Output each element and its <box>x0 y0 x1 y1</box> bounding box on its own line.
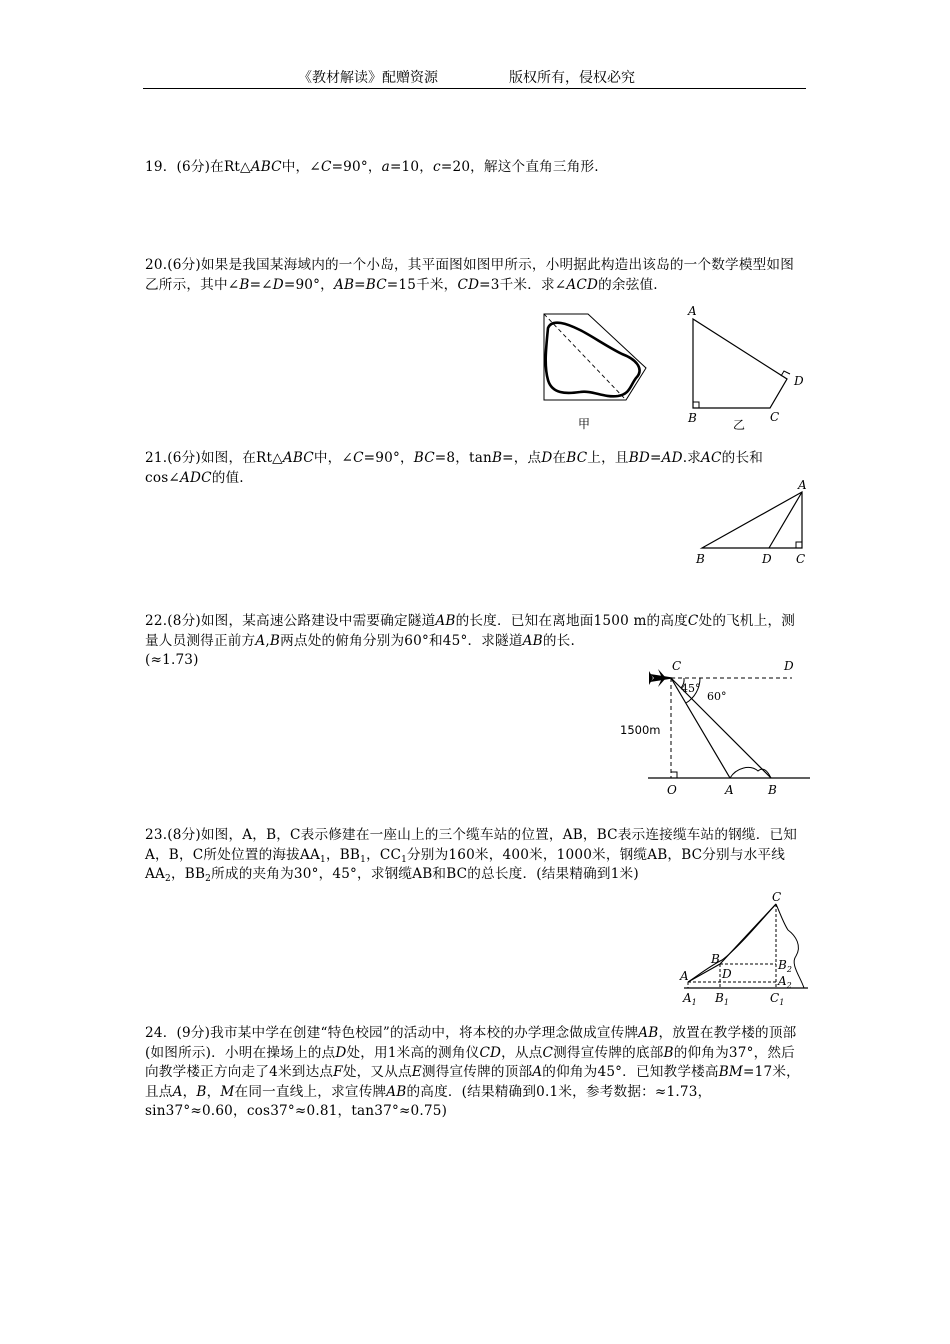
label-a: A <box>725 783 734 797</box>
label-a2: $A_2$ <box>778 974 792 990</box>
question-20 <box>145 256 807 295</box>
quadrilateral-abcd <box>693 319 787 408</box>
question-21-text: 21.(6分)如图，在Rt△ABC中，∠C=90°，BC=8，tanB=，点D在BC上，且BD=AD.求AC的长和cos∠ADC的值. <box>145 450 764 486</box>
height-label: 1500m <box>620 723 661 737</box>
label-c: C <box>672 659 682 673</box>
island-diagonal <box>544 314 626 400</box>
right-angle-b <box>693 402 699 408</box>
label-d: D <box>722 967 732 981</box>
label-d: D <box>794 374 804 388</box>
question-19-text: 19．(6分)在Rt△ABC中，∠C=90°，a=10，c=20，解这个直角三角形. <box>145 159 599 175</box>
label-b2: $B_2$ <box>778 958 792 974</box>
label-b: B <box>696 552 705 566</box>
figure-tunnel <box>618 658 813 798</box>
question-23 <box>145 826 807 885</box>
label-c: C <box>770 410 780 424</box>
label-a: A <box>680 969 689 983</box>
question-20-text: 20.(6分)如果是我国某海域内的一个小岛，其平面图如图甲所示，小明据此构造出该岛的一个数学模型如图乙所示，其中∠B=∠D=90°，AB=BC=15千米，CD=3千米．求∠ACD的余弦值. <box>145 257 795 293</box>
label-b: B <box>688 411 697 425</box>
right-angle-d <box>781 371 790 376</box>
header-right-text: 版权所有，侵权必究 <box>509 70 635 86</box>
question-22-text: 22.(8分)如图，某高速公路建设中需要确定隧道AB的长度．已知在离地面1500 m的高度C处的飞机上，测量人员测得正前方A,B两点处的俯角分别为60°和45°．求隧道AB的长. (≈1.73) <box>145 613 796 668</box>
question-24 <box>145 1024 807 1122</box>
figure-triangle-abc <box>692 478 817 568</box>
cable-bc <box>720 904 776 964</box>
label-b1: $B_1$ <box>715 991 729 1007</box>
question-19 <box>145 158 807 178</box>
label-d: D <box>784 659 794 673</box>
label-b: B <box>768 783 777 797</box>
label-c1: $C_1$ <box>770 991 785 1007</box>
figure-jia-caption: 甲 <box>578 417 591 431</box>
mountain-outline <box>730 767 771 778</box>
right-angle-c <box>796 542 802 548</box>
figure-model-yi <box>684 305 814 433</box>
figure-island-jia <box>538 308 650 433</box>
label-a: A <box>688 304 697 318</box>
figure-yi-caption: 乙 <box>733 418 746 432</box>
label-c: C <box>772 890 782 904</box>
page-header <box>143 66 806 89</box>
right-angle-o <box>671 772 677 778</box>
label-c: C <box>796 552 806 566</box>
triangle-abc <box>702 492 802 548</box>
label-b: B <box>711 952 720 966</box>
angle-label-60: 60° <box>707 690 727 703</box>
mountain-left-outline <box>688 904 776 982</box>
question-24-text: 24．(9分)我市某中学在创建“特色校园”的活动中，将本校的办学理念做成宣传牌AB，放置在教学楼的顶部(如图所示)．小明在操场上的点D处，用1米高的测角仪CD，从点C测得宣传牌的底部B的仰角为37°，然后向教学楼正方向走了4米到达点F处，又从点E测得宣传牌的顶部A的仰角为45°．已知教学楼高BM=17米，且点A，B，M在同一直线上，求宣传牌AB的高度．(结果精确到0.1米，参考数据：≈1.73，sin37°≈0.60，cos37°≈0.81，tan37°≈0.75) <box>145 1025 800 1119</box>
header-left-text: 《教材解读》配赠资源 <box>298 70 438 86</box>
label-o: O <box>667 783 677 797</box>
label-a: A <box>798 478 807 492</box>
label-d: D <box>762 552 772 566</box>
island-shape <box>546 323 640 397</box>
label-a1: $A_1$ <box>683 991 697 1007</box>
figure-cable-car <box>678 890 813 1010</box>
question-23-text: 23.(8分)如图，A，B，C表示修建在一座山上的三个缆车站的位置，AB，BC表示连接缆车站的钢缆．已知A，B，C所处位置的海拔$AA_1$，$BB_1$，$CC_1$分别为160米，400米，1000米，钢缆AB，BC分别与水平线$AA_2$，$BB_2$所成的夹角为30°，45°，求钢缆AB和BC的总长度．(结果精确到1米) <box>145 827 798 884</box>
segment-ad <box>769 492 802 548</box>
cable-ab <box>688 964 720 982</box>
angle-label-45: 45° <box>681 682 701 695</box>
